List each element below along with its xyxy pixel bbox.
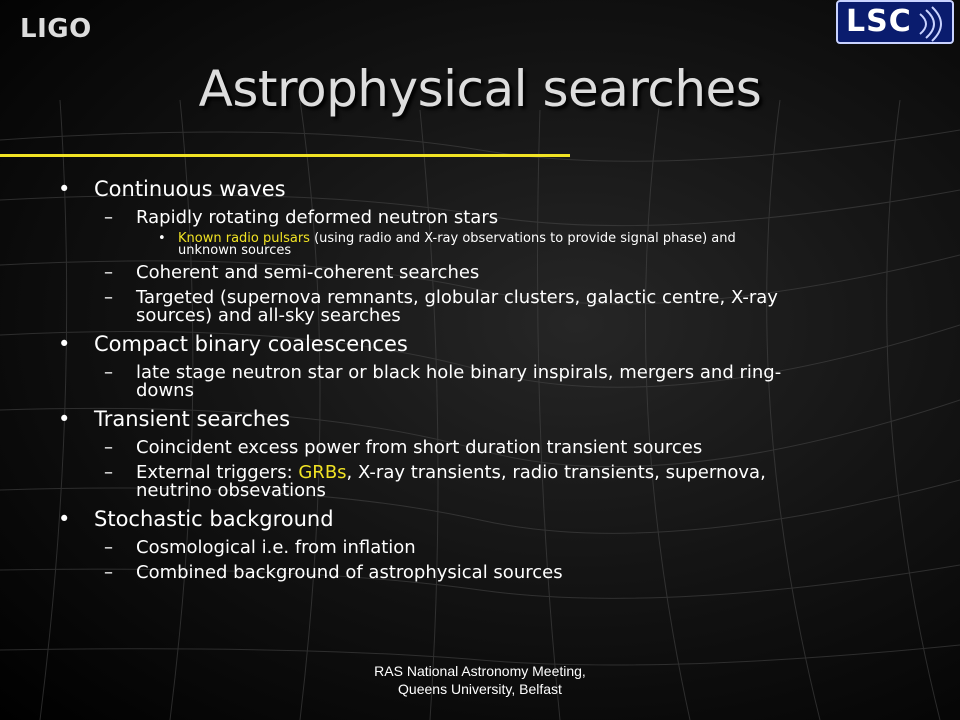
sub-sub-bullet xyxy=(58,233,908,257)
bullet-continuous-waves xyxy=(58,176,908,202)
wave-icon xyxy=(916,6,950,42)
title-underline xyxy=(0,154,570,157)
bullet-dot: • xyxy=(58,407,71,431)
sub-bullet-text: Rapidly rotating deformed neutron stars xyxy=(136,207,499,228)
sub-bullet-text-line2: downs xyxy=(136,380,194,401)
bullet-text: Transient searches xyxy=(94,407,291,431)
sub-bullet-text-line2: sources) and all-sky searches xyxy=(136,305,401,326)
sub-sub-bullet-text: (using radio and X-ray observations to provide signal phase) and xyxy=(309,231,736,246)
bullet-text: Compact binary coalescences xyxy=(94,332,408,356)
dash-marker: – xyxy=(104,207,113,228)
bullet-dot: • xyxy=(158,231,166,246)
bullet-text: Stochastic background xyxy=(94,507,334,531)
bullet-transient-searches xyxy=(58,406,908,432)
dash-marker: – xyxy=(104,562,113,583)
dash-marker: – xyxy=(104,287,113,308)
sub-bullet-text-rest: , X-ray transients, radio transients, supernova, xyxy=(346,462,766,483)
bullet-text: Continuous waves xyxy=(94,177,286,201)
sub-bullet-text-line2: neutrino obsevations xyxy=(136,480,326,501)
bullet-stochastic-background xyxy=(58,506,908,532)
bullet-compact-binary xyxy=(58,331,908,357)
lsc-logo-text: LSC xyxy=(846,4,912,39)
sub-bullet-text: Cosmological i.e. from inflation xyxy=(136,537,416,558)
ligo-logo: LIGO xyxy=(20,14,92,44)
slide-content xyxy=(58,170,908,582)
footer-line2: Queens University, Belfast xyxy=(398,681,562,697)
dash-marker: – xyxy=(104,362,113,383)
bullet-dot: • xyxy=(58,507,71,531)
sub-bullet xyxy=(58,264,908,282)
bullet-dot: • xyxy=(58,177,71,201)
dash-marker: – xyxy=(104,262,113,283)
dash-marker: – xyxy=(104,437,113,458)
sub-bullet-text: Coherent and semi-coherent searches xyxy=(136,262,480,283)
highlight-text: GRBs xyxy=(298,462,347,483)
sub-bullet-text: Targeted (supernova remnants, globular clusters, galactic centre, X-ray xyxy=(136,287,778,308)
sub-bullet xyxy=(58,289,908,325)
sub-bullet-text: Coincident excess power from short duration transient sources xyxy=(136,437,703,458)
sub-bullet-text: Combined background of astrophysical sources xyxy=(136,562,563,583)
sub-bullet xyxy=(58,364,908,400)
bullet-dot: • xyxy=(58,332,71,356)
sub-bullet-text: late stage neutron star or black hole binary inspirals, mergers and ring- xyxy=(136,362,782,383)
highlight-text: Known radio pulsars xyxy=(178,231,310,246)
footer-line1: RAS National Astronomy Meeting, xyxy=(374,663,586,679)
sub-bullet-text: External triggers: xyxy=(136,462,299,483)
sub-bullet xyxy=(58,439,908,457)
sub-sub-bullet-text-line2: unknown sources xyxy=(178,243,292,258)
slide-title: Astrophysical searches xyxy=(198,60,762,118)
lsc-logo xyxy=(836,0,954,44)
dash-marker: – xyxy=(104,462,113,483)
sub-bullet xyxy=(58,209,908,227)
slide-footer xyxy=(330,662,630,698)
sub-bullet xyxy=(58,564,908,582)
dash-marker: – xyxy=(104,537,113,558)
sub-bullet xyxy=(58,539,908,557)
sub-bullet xyxy=(58,464,908,500)
